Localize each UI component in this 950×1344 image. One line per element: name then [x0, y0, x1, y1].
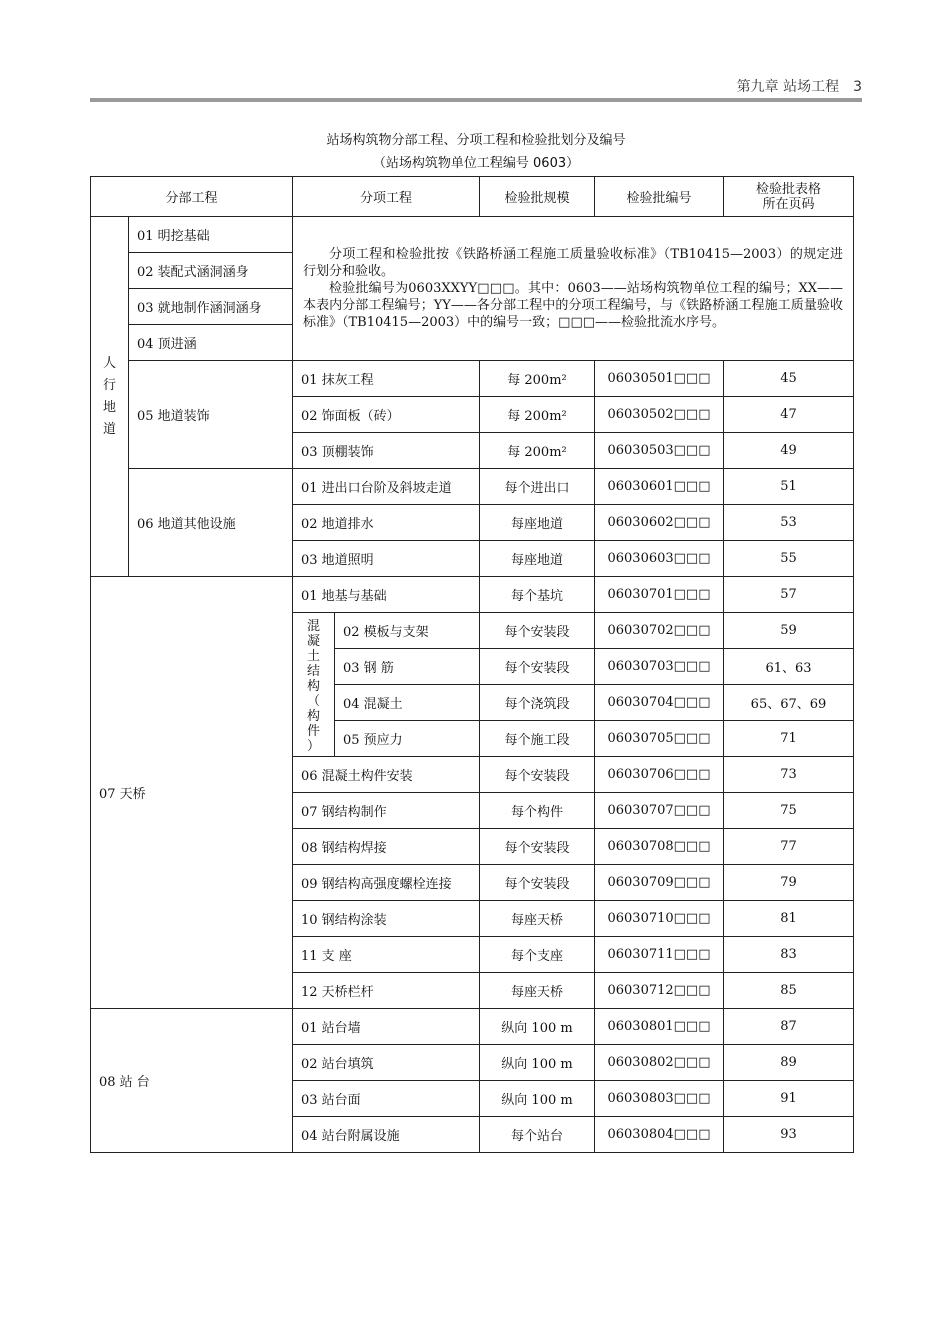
batch-code: 06030710□□□	[595, 901, 724, 937]
batch-scale: 每 200m²	[480, 361, 595, 397]
batch-code: 06030701□□□	[595, 577, 724, 613]
page-ref: 65、67、69	[724, 685, 854, 721]
sub-item: 02 地道排水	[293, 505, 480, 541]
batch-scale: 每个安装段	[480, 757, 595, 793]
sub-item: 08 钢结构焊接	[293, 829, 480, 865]
col-header: 检验批编号	[595, 177, 724, 217]
group-renxingdidao	[91, 217, 129, 577]
page-ref: 47	[724, 397, 854, 433]
sub-item: 05 预应力	[335, 721, 480, 757]
col-header: 分部工程	[91, 177, 293, 217]
division-item: 01 明挖基础	[129, 217, 293, 253]
batch-scale: 每个安装段	[480, 613, 595, 649]
batch-code: 06030503□□□	[595, 433, 724, 469]
division-item: 03 就地制作涵洞涵身	[129, 289, 293, 325]
page-ref: 51	[724, 469, 854, 505]
col-header: 分项工程	[293, 177, 480, 217]
sub-item: 10 钢结构涂装	[293, 901, 480, 937]
division-item: 02 装配式涵洞涵身	[129, 253, 293, 289]
batch-scale: 每个安装段	[480, 649, 595, 685]
batch-code: 06030707□□□	[595, 793, 724, 829]
sub-item: 04 混凝土	[335, 685, 480, 721]
batch-scale: 每 200m²	[480, 433, 595, 469]
batch-code: 06030711□□□	[595, 937, 724, 973]
note-paragraph: 分项工程和检验批按《铁路桥涵工程施工质量验收标准》（TB10415—2003）的规定进行划分和验收。	[303, 247, 843, 279]
batch-code: 06030801□□□	[595, 1009, 724, 1045]
sub-item: 01 站台墙	[293, 1009, 480, 1045]
batch-scale: 每 200m²	[480, 397, 595, 433]
page-ref: 79	[724, 865, 854, 901]
page-ref: 55	[724, 541, 854, 577]
table-row	[91, 361, 854, 397]
sub-item: 11 支 座	[293, 937, 480, 973]
group-tianqiao: 07 天桥	[91, 577, 293, 1009]
batch-code: 06030708□□□	[595, 829, 724, 865]
sub-item: 03 地道照明	[293, 541, 480, 577]
batch-scale: 每个构件	[480, 793, 595, 829]
table-row	[91, 1009, 854, 1045]
vertical-char: 凝	[306, 634, 320, 649]
vertical-char: 人	[102, 355, 116, 371]
batch-scale: 每个进出口	[480, 469, 595, 505]
batch-scale: 每座地道	[480, 505, 595, 541]
batch-code: 06030706□□□	[595, 757, 724, 793]
page-header	[90, 76, 862, 96]
vertical-char: 混	[306, 619, 320, 634]
vertical-char: 构	[306, 679, 320, 694]
batch-scale: 每个浇筑段	[480, 685, 595, 721]
sub-item: 12 天桥栏杆	[293, 973, 480, 1009]
batch-scale: 纵向 100 m	[480, 1081, 595, 1117]
page-ref: 87	[724, 1009, 854, 1045]
sub-item: 01 进出口台阶及斜坡走道	[293, 469, 480, 505]
batch-scale: 纵向 100 m	[480, 1045, 595, 1081]
note-paragraph: 检验批编号为0603XXYY□□□。其中：0603——站场构筑物单位工程的编号；XX——本表内分部工程编号；YY——各分部工程中的分项工程编号，与《铁路桥涵工程施工质量验收标准》（TB10415—2003）中的编号一致；□□□——检验批流水序号。	[303, 281, 843, 330]
batch-scale: 每个支座	[480, 937, 595, 973]
batch-scale: 纵向 100 m	[480, 1009, 595, 1045]
division-item: 05 地道装饰	[129, 361, 293, 469]
page-ref: 85	[724, 973, 854, 1009]
table-row	[91, 177, 854, 217]
sub-item: 03 顶棚装饰	[293, 433, 480, 469]
vertical-char: ）	[306, 739, 320, 754]
vertical-char: 地	[102, 399, 116, 415]
page-ref: 53	[724, 505, 854, 541]
division-item: 04 顶进涵	[129, 325, 293, 361]
table-title: 站场构筑物分部工程、分项工程和检验批划分及编号	[326, 133, 626, 148]
page-number: 3	[853, 79, 862, 95]
sub-item: 02 饰面板（砖）	[293, 397, 480, 433]
inspection-table	[90, 176, 854, 1153]
col-header: 检验批规模	[480, 177, 595, 217]
batch-code: 06030601□□□	[595, 469, 724, 505]
page-ref: 81	[724, 901, 854, 937]
page-ref: 49	[724, 433, 854, 469]
batch-scale: 每个安装段	[480, 829, 595, 865]
page-ref: 45	[724, 361, 854, 397]
sub-item: 07 钢结构制作	[293, 793, 480, 829]
sub-item: 09 钢结构高强度螺栓连接	[293, 865, 480, 901]
vertical-char: 土	[306, 649, 320, 664]
sub-item: 04 站台附属设施	[293, 1117, 480, 1153]
page-ref: 61、63	[724, 649, 854, 685]
page-ref: 75	[724, 793, 854, 829]
chapter-title: 第九章 站场工程	[736, 79, 840, 95]
batch-code: 06030712□□□	[595, 973, 724, 1009]
sub-item: 03 站台面	[293, 1081, 480, 1117]
page-ref: 77	[724, 829, 854, 865]
vertical-char: （	[306, 694, 320, 709]
note-cell	[293, 217, 854, 361]
batch-scale: 每个站台	[480, 1117, 595, 1153]
batch-code: 06030802□□□	[595, 1045, 724, 1081]
batch-code: 06030603□□□	[595, 541, 724, 577]
header-rule	[90, 98, 862, 102]
sub-item: 02 站台填筑	[293, 1045, 480, 1081]
page-ref: 89	[724, 1045, 854, 1081]
col-header: 检验批表格 所在页码	[724, 177, 854, 217]
sub-item: 03 钢 筋	[335, 649, 480, 685]
vertical-char: 构	[306, 709, 320, 724]
division-item: 06 地道其他设施	[129, 469, 293, 577]
batch-code: 06030602□□□	[595, 505, 724, 541]
table-row	[91, 469, 854, 505]
concrete-label	[293, 613, 335, 757]
batch-scale: 每个安装段	[480, 865, 595, 901]
page-ref: 71	[724, 721, 854, 757]
batch-scale: 每个基坑	[480, 577, 595, 613]
table-row	[91, 217, 854, 253]
batch-scale: 每个施工段	[480, 721, 595, 757]
page-ref: 93	[724, 1117, 854, 1153]
batch-scale: 每座地道	[480, 541, 595, 577]
batch-code: 06030803□□□	[595, 1081, 724, 1117]
vertical-char: 件	[306, 724, 320, 739]
sub-item: 02 模板与支架	[335, 613, 480, 649]
group-zhantai: 08 站 台	[91, 1009, 293, 1153]
batch-code: 06030709□□□	[595, 865, 724, 901]
batch-code: 06030702□□□	[595, 613, 724, 649]
page-ref: 83	[724, 937, 854, 973]
batch-code: 06030501□□□	[595, 361, 724, 397]
sub-item: 01 地基与基础	[293, 577, 480, 613]
batch-scale: 每座天桥	[480, 901, 595, 937]
page-ref: 57	[724, 577, 854, 613]
vertical-char: 道	[102, 421, 116, 437]
page-ref: 73	[724, 757, 854, 793]
table-subtitle: （站场构筑物单位工程编号 0603）	[372, 156, 580, 171]
vertical-char: 行	[102, 377, 116, 393]
batch-code: 06030704□□□	[595, 685, 724, 721]
page-ref: 91	[724, 1081, 854, 1117]
batch-scale: 每座天桥	[480, 973, 595, 1009]
page-ref: 59	[724, 613, 854, 649]
batch-code: 06030502□□□	[595, 397, 724, 433]
batch-code: 06030703□□□	[595, 649, 724, 685]
vertical-char: 结	[306, 664, 320, 679]
sub-item: 06 混凝土构件安装	[293, 757, 480, 793]
batch-code: 06030804□□□	[595, 1117, 724, 1153]
table-row	[91, 577, 854, 613]
sub-item: 01 抹灰工程	[293, 361, 480, 397]
batch-code: 06030705□□□	[595, 721, 724, 757]
